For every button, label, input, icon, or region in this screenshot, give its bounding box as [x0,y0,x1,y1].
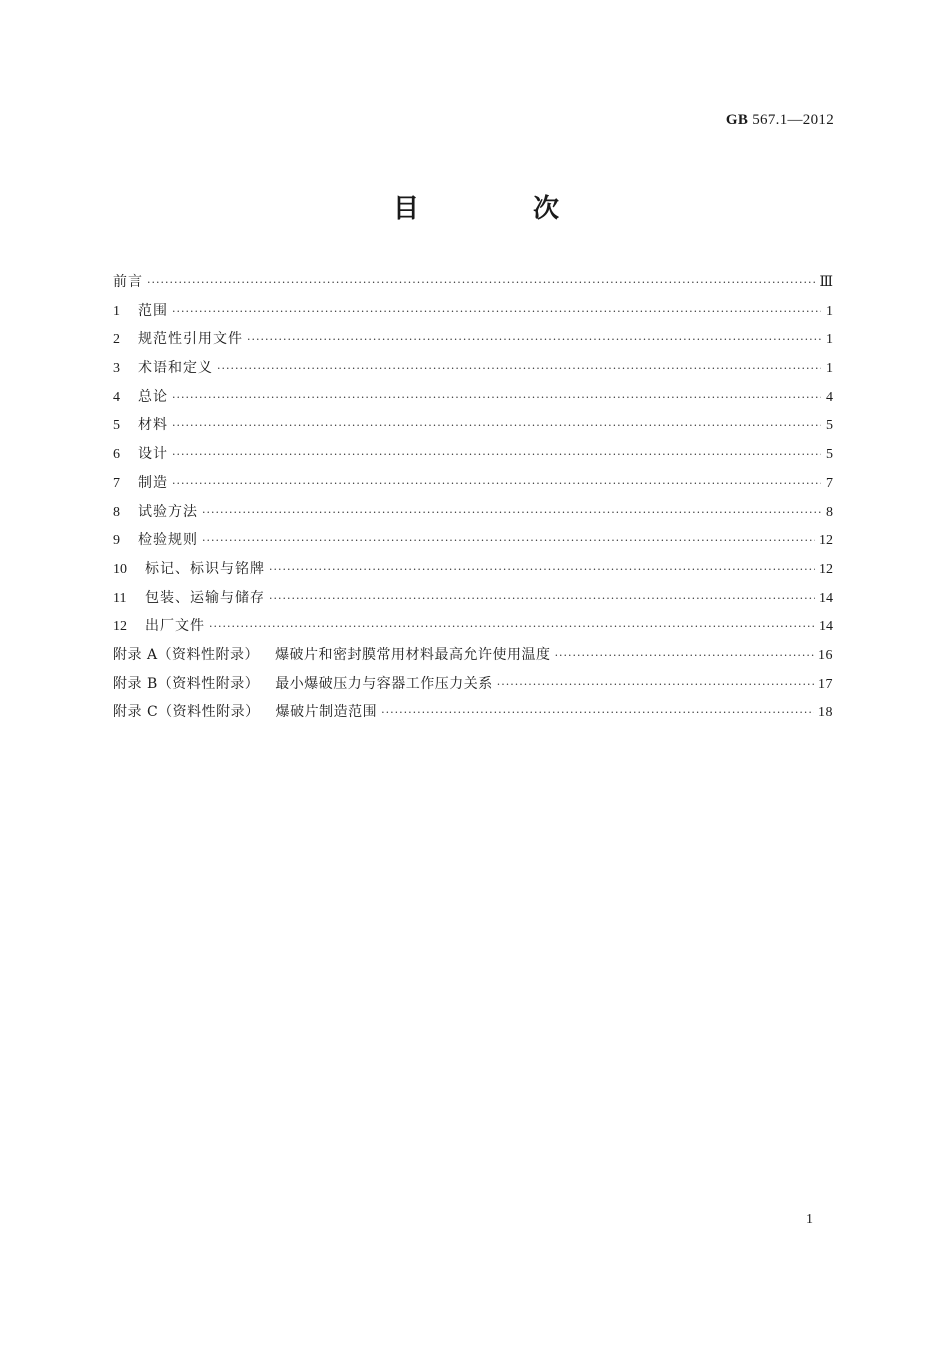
page-title: 目 次 [392,194,603,224]
toc-dot-leader [172,384,821,413]
toc-dot-leader [269,585,815,614]
appendix-title: 爆破片和密封膜常用材料最高允许使用温度 [275,646,551,663]
standard-prefix: GB [725,112,749,128]
toc-entry-page: 12 [819,561,833,577]
toc-dot-leader [172,470,821,499]
toc-dot-leader [497,671,814,700]
appendix-title: 爆破片制造范围 [275,704,378,721]
appendix-prefix: 附录 C（资料性附录） [113,704,260,721]
toc-entry-label: 制造 [138,474,168,491]
toc-entry-label: 包装、运输与储存 [145,589,265,606]
toc-dot-leader [172,298,821,327]
toc-entry-page: 7 [826,475,833,491]
table-of-contents [113,268,833,727]
toc-entry-page: 5 [826,418,833,434]
toc-entry-8[interactable] [113,498,833,527]
standard-code [726,112,834,129]
toc-dot-leader [147,269,815,298]
toc-dot-leader [381,699,814,728]
toc-entry-11[interactable] [113,584,833,613]
toc-entry-page: 16 [818,647,833,663]
toc-entry-page: 14 [819,619,833,635]
toc-entry-3[interactable] [113,354,833,383]
toc-entry-4[interactable] [113,383,833,412]
toc-entry-number: 8 [113,504,120,520]
toc-entry-label: 材料 [138,417,168,434]
toc-entry-number: 11 [113,590,127,606]
toc-entry-label: 总论 [138,388,168,405]
toc-entry-page: 5 [826,447,833,463]
toc-entry-number: 3 [113,361,120,377]
toc-entry-number: 6 [113,447,120,463]
toc-entry-number: 7 [113,475,120,491]
toc-entry-page: 12 [819,533,833,549]
appendix-prefix: 附录 B（资料性附录） [113,675,260,692]
toc-entry-number: 4 [113,389,120,405]
toc-dot-leader [202,527,815,556]
toc-entry-number: 9 [113,533,120,549]
standard-number: 567.1—2012 [752,112,834,128]
toc-entry-number: 12 [113,619,127,635]
toc-entry-1[interactable] [113,297,833,326]
page-number: 1 [806,1212,813,1227]
toc-entry-6[interactable] [113,440,833,469]
toc-dot-leader [209,613,815,642]
toc-dot-leader [172,412,821,441]
toc-entry-appendix-c[interactable] [113,698,833,727]
toc-entry-page: 4 [826,389,833,405]
toc-dot-leader [247,326,821,355]
toc-entry-foreword[interactable] [113,268,833,297]
toc-entry-number: 5 [113,418,120,434]
appendix-title: 最小爆破压力与容器工作压力关系 [275,675,493,692]
toc-entry-2[interactable] [113,325,833,354]
toc-dot-leader [269,556,815,585]
toc-entry-label: 检验规则 [138,532,198,549]
toc-entry-page: 1 [826,332,833,348]
toc-entry-appendix-a[interactable] [113,641,833,670]
toc-entry-9[interactable] [113,526,833,555]
appendix-prefix: 附录 A（资料性附录） [113,646,260,663]
toc-entry-label: 标记、标识与铭牌 [145,560,265,577]
toc-entry-page: Ⅲ [819,275,833,290]
toc-entry-label: 规范性引用文件 [138,331,243,348]
toc-entry-page: 18 [818,705,833,721]
toc-dot-leader [172,441,821,470]
toc-dot-leader [217,355,821,384]
toc-entry-label: 前言 [113,274,143,290]
toc-entry-5[interactable] [113,411,833,440]
toc-dot-leader [555,642,814,671]
toc-entry-12[interactable] [113,612,833,641]
toc-entry-number: 10 [113,561,127,577]
toc-entry-label: 试验方法 [138,503,198,520]
toc-entry-page: 1 [826,361,833,377]
toc-entry-number: 2 [113,332,120,348]
toc-entry-number: 1 [113,303,120,319]
toc-entry-appendix-b[interactable] [113,670,833,699]
toc-entry-10[interactable] [113,555,833,584]
toc-entry-page: 17 [818,676,833,692]
toc-entry-label: 设计 [138,446,168,463]
toc-entry-label: 术语和定义 [138,360,213,377]
toc-entry-label: 出厂文件 [145,618,205,635]
toc-dot-leader [202,499,821,528]
toc-entry-page: 14 [819,590,833,606]
toc-entry-page: 1 [826,303,833,319]
toc-entry-page: 8 [826,504,833,520]
toc-entry-label: 范围 [138,302,168,319]
toc-entry-7[interactable] [113,469,833,498]
